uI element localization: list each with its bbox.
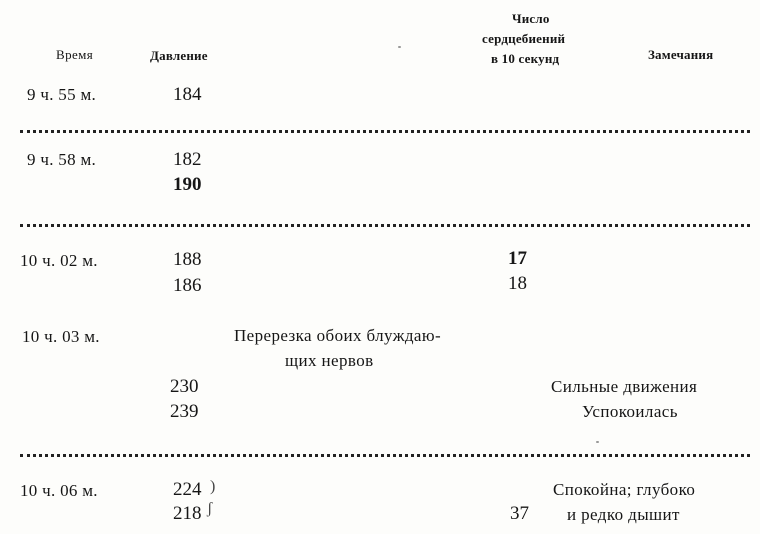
header-heart-line-3: в 10 секунд [491,51,560,66]
header-heart-line-1: Число [512,11,550,26]
remark-text: и редко дышит [567,505,680,524]
remark-text: Успокоилась [582,402,678,421]
pressure-value: 190 [173,174,202,195]
heart-rate-value: 17 [508,248,527,269]
pressure-value: 184 [173,84,202,105]
row-time: 10 ч. 03 м. [22,327,100,346]
remark-text: Сильные движения [551,377,698,396]
pressure-value: 224 [173,479,202,500]
print-speck [596,441,599,443]
row-time: 9 ч. 55 м. [27,85,97,104]
pressure-value: 182 [173,149,202,170]
pressure-value: 186 [173,275,202,296]
header-time: Время [56,47,94,62]
print-speck [398,46,401,48]
heart-rate-value: 37 [510,503,529,524]
brace-mark: ) [210,478,216,495]
header-remarks: Замечания [648,47,714,62]
row-time: 10 ч. 06 м. [20,481,98,500]
event-note: Перерезка обоих блуждаю- [234,326,442,345]
header-heart-line-2: сердцебиений [482,31,566,46]
pressure-value: 188 [173,249,202,270]
remark-text: Спокойна; глубоко [553,480,696,499]
event-note: щих нервов [285,351,374,370]
pressure-value: 218 [173,503,202,524]
pressure-value: 239 [170,401,199,422]
brace-mark: ʃ [207,500,213,517]
pressure-value: 230 [170,376,199,397]
row-time: 9 ч. 58 м. [27,150,97,169]
dotted-divider [20,130,750,137]
header-pressure: Давление [150,48,208,63]
dotted-divider [20,454,750,461]
dotted-divider [20,224,750,231]
row-time: 10 ч. 02 м. [20,251,98,270]
heart-rate-value: 18 [508,273,527,294]
